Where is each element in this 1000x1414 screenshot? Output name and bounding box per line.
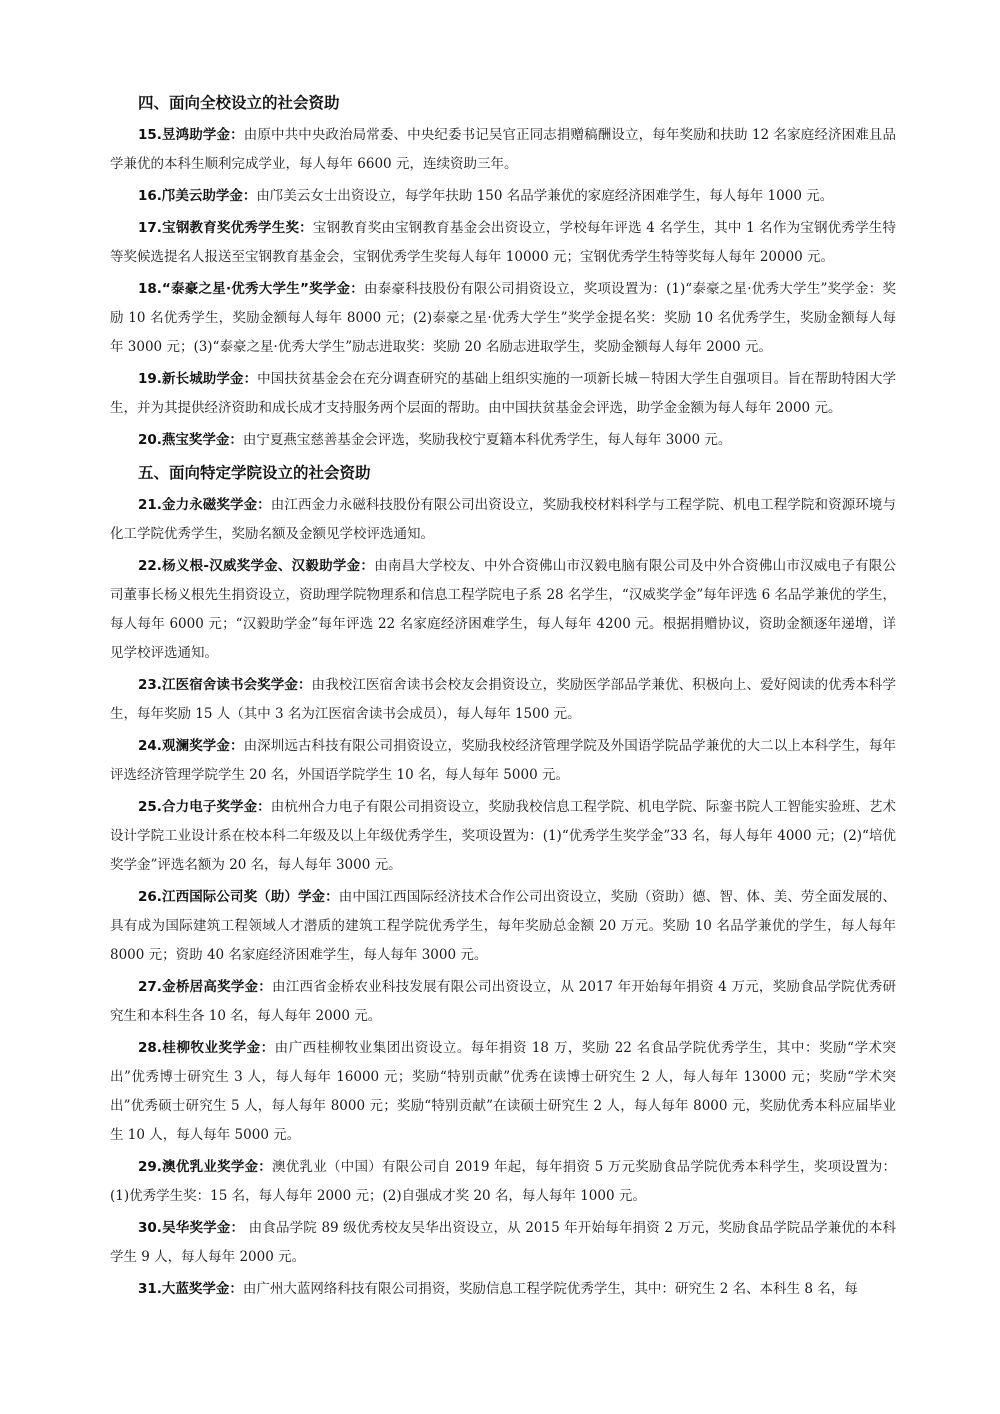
item-title: 29.澳优乳业奖学金： — [138, 1159, 273, 1175]
list-item — [110, 426, 896, 455]
list-item — [110, 121, 896, 179]
item-title: 16.邝美云助学金： — [138, 188, 257, 204]
list-item — [110, 214, 896, 272]
item-title: 18.“泰豪之星·优秀大学生”奖学金： — [138, 281, 364, 297]
document-body — [110, 88, 896, 1307]
item-body: 由广西桂柳牧业集团出资设立。每年捐资 18 万，奖励 22 名食品学院优秀学生，其中：奖励“学术突出”优秀博士研究生 3 人，每人每年 16000 元；奖励“特别贡献”优秀在读博士研究生 2 人，每人每年 13000 元；奖励“学术突出”优秀硕士研究生 5 人，每人每年 8000 元；奖励“特别贡献”在读硕士研究生 2 人，每人每年 8000 元，奖励优秀本科应届毕业生 10 人，每人每年 5000 元。 — [110, 1040, 897, 1143]
item-body: 由原中共中央政治局常委、中央纪委书记吴官正同志捐赠稿酬设立，每年奖励和扶助 12 名家庭经济困难且品学兼优的本科生顺利完成学业，每人每年 6600 元，连续资助三年。 — [110, 127, 896, 172]
item-body: 由食品学院 89 级优秀校友吴华出资设立，从 2015 年开始每年捐资 2 万元，奖励食品学院品学兼优的本科学生 9 人，每人每年 2000 元。 — [110, 1220, 896, 1265]
item-body: 中国扶贫基金会在充分调查研究的基础上组织实施的一项新长城－特困大学生自强项目。旨在帮助特困大学生，并为其提供经济资助和成长成才支持服务两个层面的帮助。由中国扶贫基金会评选，助学金金额为每人每年 2000 元。 — [110, 371, 896, 416]
item-body: 由杭州合力电子有限公司捐资设立，奖励我校信息工程学院、机电学院、际銮书院人工智能实验班、艺术设计学院工业设计系在校本科二年级及以上年级优秀学生，奖项设置为：(1)“优秀学生奖学金”33 名，每人每年 4000 元；(2)“培优奖学金”评选名额为 20 名，每人每年 3000 元。 — [110, 799, 896, 873]
list-item — [110, 182, 896, 211]
item-title: 30.吴华奖学金： — [138, 1220, 245, 1236]
section-heading: 五、面向特定学院设立的社会资助 — [138, 464, 371, 482]
item-title: 17.宝钢教育奖优秀学生奖： — [138, 220, 313, 236]
list-item — [110, 793, 896, 880]
list-item — [110, 671, 896, 729]
item-body: 宝钢教育奖由宝钢教育基金会出资设立，学校每年评选 4 名学生，其中 1 名作为宝钢优秀学生特等奖候选提名人报送至宝钢教育基金会，宝钢优秀学生奖每人每年 10000 元；宝钢优秀学生特等奖每人每年 20000 元。 — [110, 220, 897, 265]
list-item — [110, 1214, 896, 1272]
list-item — [110, 365, 896, 423]
item-title: 31.大蓝奖学金： — [138, 1281, 243, 1297]
item-title: 28.桂柳牧业奖学金： — [138, 1040, 275, 1056]
item-body: 由广州大蓝网络科技有限公司捐资，奖励信息工程学院优秀学生，其中：研究生 2 名、本科生 8 名，每 — [242, 1281, 858, 1297]
list-item — [110, 275, 896, 362]
item-body: 澳优乳业（中国）有限公司自 2019 年起，每年捐资 5 万元奖励食品学院优秀本科学生，奖项设置为：(1)优秀学生奖：15 名，每人每年 2000 元；(2)自强成才奖 20 名，每人每年 1000 元。 — [110, 1159, 897, 1204]
item-body: 由江西金力永磁科技股份有限公司出资设立，奖励我校材料科学与工程学院、机电工程学院和资源环境与化工学院优秀学生，奖励名额及金额见学校评选通知。 — [110, 497, 896, 542]
list-item — [110, 491, 896, 549]
item-body: 由邝美云女士出资设立，每学年扶助 150 名品学兼优的家庭经济困难学生，每人每年 1000 元。 — [256, 188, 834, 204]
item-title: 27.金桥居高奖学金： — [138, 979, 273, 995]
item-title: 15.昱鸿助学金： — [138, 127, 244, 143]
list-item — [110, 973, 896, 1031]
item-body: 由南昌大学校友、中外合资佛山市汉毅电脑有限公司及中外合资佛山市汉威电子有限公司董事长杨义根先生捐资设立，资助理学院物理系和信息工程学院电子系 28 名学生，“汉威奖学金”每年评选 6 名品学兼优的学生，每人每年 6000 元；“汉毅助学金”每年评选 22 名家庭经济困难学生，每人每年 4200 元。根据捐赠协议，资助金额逐年递增，详见学校评选通知。 — [110, 558, 896, 661]
item-body: 由泰豪科技股份有限公司捐资设立，奖项设置为：(1)“泰豪之星·优秀大学生”奖学金：奖励 10 名优秀学生，奖励金额每人每年 8000 元；(2)泰豪之星·优秀大学生”奖学金提名奖：奖励 10 名优秀学生，奖励金额每人每年 3000 元；(3)“泰豪之星·优秀大学生”励志进取奖：奖励 20 名励志进取学生，奖励金额每人每年 2000 元。 — [110, 281, 897, 355]
item-title: 19.新长城助学金： — [138, 371, 258, 387]
item-title: 22.杨义根-汉威奖学金、汉毅助学金： — [138, 558, 375, 574]
item-title: 26.江西国际公司奖（助）学金： — [138, 889, 339, 905]
item-title: 21.金力永磁奖学金： — [138, 497, 271, 513]
item-body: 由宁夏燕宝慈善基金会评选，奖励我校宁夏籍本科优秀学生，每人每年 3000 元。 — [242, 432, 732, 448]
item-title: 24.观澜奖学金： — [138, 738, 244, 754]
item-body: 由中国江西国际经济技术合作公司出资设立，奖励（资助）德、智、体、美、劳全面发展的、具有成为国际建筑工程领域人才潜质的建筑工程学院优秀学生，每年奖励总金额 20 万元。奖励 10 名品学兼优的学生，每人每年 8000 元；资助 40 名家庭经济困难学生，每人每年 3000 元。 — [110, 889, 896, 963]
item-body: 由江西省金桥农业科技发展有限公司出资设立，从 2017 年开始每年捐资 4 万元，奖励食品学院优秀研究生和本科生各 10 名，每人每年 2000 元。 — [110, 979, 897, 1024]
list-item — [110, 883, 896, 970]
list-item — [110, 732, 896, 790]
section-heading: 四、面向全校设立的社会资助 — [138, 94, 340, 112]
item-body: 由深圳远古科技有限公司捐资设立，奖励我校经济管理学院及外国语学院品学兼优的大二以上本科学生，每年评选经济管理学院学生 20 名，外国语学院学生 10 名，每人每年 5000 元。 — [110, 738, 896, 783]
list-item — [110, 552, 896, 668]
item-title: 25.合力电子奖学金： — [138, 799, 271, 815]
item-title: 23.江医宿舍读书会奖学金： — [138, 677, 312, 693]
item-title: 20.燕宝奖学金： — [138, 432, 243, 448]
list-item — [110, 1275, 896, 1304]
list-item — [110, 1153, 896, 1211]
list-item — [110, 1034, 896, 1150]
item-body: 由我校江医宿舍读书会校友会捐资设立，奖励医学部品学兼优、积极向上、爱好阅读的优秀本科学生，每年奖励 15 人（其中 3 名为江医宿舍读书会成员），每人每年 1500 元。 — [110, 677, 896, 722]
